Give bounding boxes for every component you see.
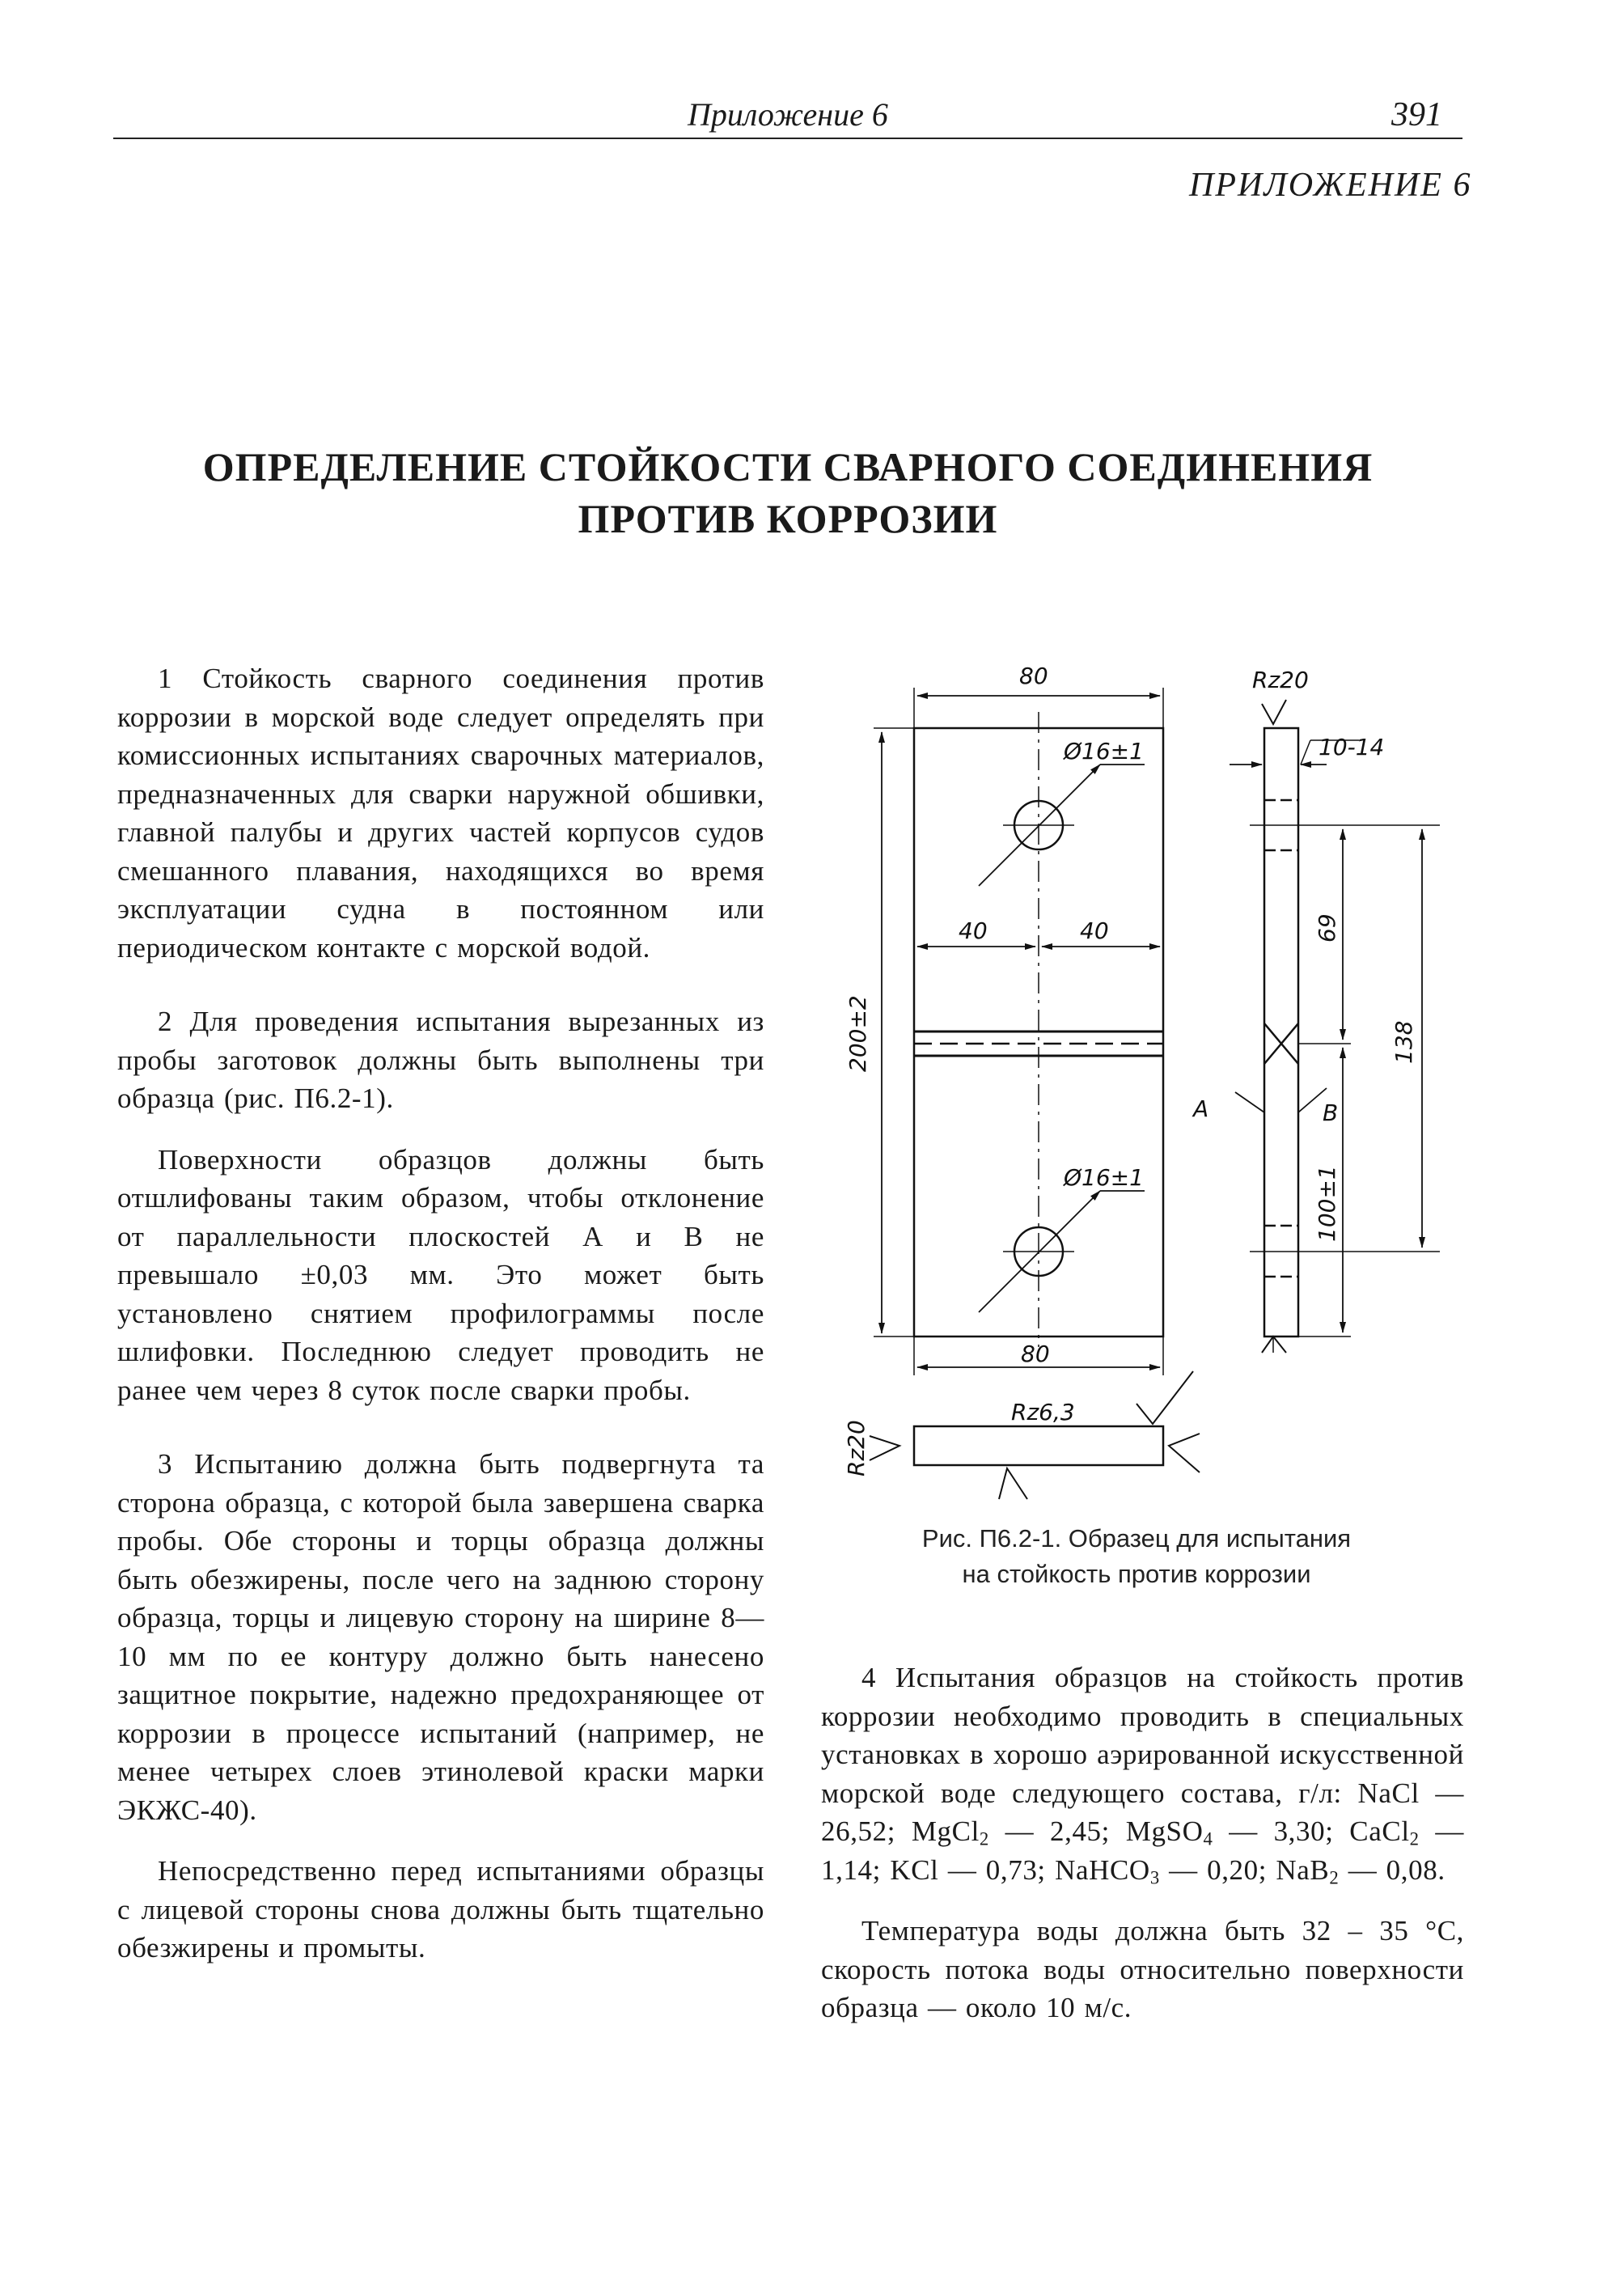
dim-thickness: 10-14 <box>1319 734 1385 760</box>
paragraph-text: Температура воды должна быть 32 – 35 °C, скорость потока воды относительно поверхности образца — около 10 м/с. <box>821 1915 1464 2023</box>
dim-width-top: 80 <box>1019 663 1048 689</box>
main-title-line-2: ПРОТИВ КОРРОЗИИ <box>578 496 998 541</box>
paragraph-text: Стойкость сварного соединения против коррозии в морской воде следует определять при комиссионных испытаниях сварочных материалов, предназначенных для сварки наружной обшивки, главной палубы и других частей корпусов судов смешанного плавания, находящихся во время эксплуатации судна в постоянном или периодическом контакте с морской водой. <box>117 663 764 964</box>
dim-hole-bottom: Ø16±1 <box>1064 1164 1144 1191</box>
appendix-label: ПРИЛОЖЕНИЕ 6 <box>1189 167 1472 204</box>
subscript: 3 <box>1149 1867 1160 1888</box>
figure-caption <box>813 1521 1460 1592</box>
paragraph-number: 1 <box>158 663 173 694</box>
paragraph-number: 4 <box>861 1662 877 1693</box>
subscript: 4 <box>1203 1828 1213 1849</box>
left-column <box>117 659 764 1968</box>
paragraph-7 <box>821 1912 1464 2027</box>
figure-caption-line-1: Рис. П6.2-1. Образец для испытания <box>921 1524 1352 1553</box>
paragraph-text: — 2,45; MgSO <box>988 1815 1204 1847</box>
paragraph-text: — 0,08. <box>1339 1853 1446 1886</box>
dim-rz20-side: Rz20 <box>843 1420 870 1476</box>
specimen-drawing <box>809 659 1462 1517</box>
dim-half-right: 40 <box>1080 917 1109 944</box>
specimen-drawing-svg <box>809 659 1462 1517</box>
dim-hole-top: Ø16±1 <box>1064 738 1144 765</box>
dim-69: 69 <box>1314 913 1340 943</box>
paragraph-1 <box>117 659 764 967</box>
paragraph-text: — 0,20; NaB <box>1159 1853 1330 1886</box>
dim-rz63: Rz6,3 <box>1011 1399 1075 1425</box>
page-number: 391 <box>1391 96 1442 133</box>
paragraph-2 <box>117 1002 764 1118</box>
dim-length: 200±2 <box>844 995 871 1072</box>
header-rule <box>113 138 1462 139</box>
paragraph-3 <box>117 1141 764 1410</box>
figure-caption-line-2: на стойкость против коррозии <box>962 1560 1311 1588</box>
dim-half-left: 40 <box>959 917 988 944</box>
running-title: Приложение 6 <box>688 96 888 133</box>
paragraph-number: 2 <box>158 1006 173 1037</box>
dim-100: 100±1 <box>1314 1165 1340 1242</box>
paragraph-text: Для проведения испытания вырезанных из пробы заготовок должны быть выполнены три образца (рис. П6.2-1). <box>117 1006 764 1114</box>
label-b: В <box>1323 1099 1339 1126</box>
dim-rz20-top: Rz20 <box>1252 667 1309 693</box>
paragraph-6 <box>821 1658 1464 1889</box>
subscript: 2 <box>1409 1828 1420 1849</box>
subscript: 2 <box>979 1828 989 1849</box>
paragraph-number: 3 <box>158 1448 173 1480</box>
paragraph-5 <box>117 1852 764 1968</box>
paragraph-text: Поверхности образцов должны быть отшлифованы таким образом, чтобы отклонение от параллельности плоскостей А и В не превышало ±0,03 мм. Это может быть установлено снятием профилограммы после шлифовки. Последнюю следует проводить не ранее чем через 8 суток после сварки пробы. <box>117 1143 764 1406</box>
paragraph-text: Испытанию должна быть подвергнута та сторона образца, с которой была завершена сварка пробы. Обе стороны и торцы образца должны быть обезжирены, после чего на заднюю сторону образца, торцы и лицевую сторону на ширине 8—10 мм по ее контуру должно быть нанесено защитное покрытие, надежно предохраняющее от коррозии в процессе испытаний (например, не менее четырех слоев этинолевой краски марки ЭКЖС-40). <box>117 1448 764 1826</box>
label-a: А <box>1193 1095 1209 1122</box>
subscript: 2 <box>1329 1867 1340 1888</box>
paragraph-text: Испытания образцов на стойкость против коррозии необходимо проводить в специальных установках в хорошо аэрированной искусственной морской воде следующего состава, г/л: NaCl — 26,52; MgCl <box>821 1662 1464 1847</box>
paragraph-text: — 1,14; KCl — 0,73; NaHCO <box>821 1815 1465 1886</box>
main-title <box>113 441 1462 544</box>
right-column <box>821 1658 1464 2027</box>
plate-end-view <box>914 1426 1163 1465</box>
dim-138: 138 <box>1390 1020 1417 1064</box>
paragraph-4 <box>117 1445 764 1829</box>
paragraph-text: — 3,30; CaCl <box>1213 1815 1410 1847</box>
main-title-line-1: ОПРЕДЕЛЕНИЕ СТОЙКОСТИ СВАРНОГО СОЕДИНЕНИЯ <box>202 444 1374 489</box>
dim-width-bottom: 80 <box>1021 1341 1050 1367</box>
paragraph-text: Непосредственно перед испытаниями образцы с лицевой стороны снова должны быть тщательно обезжирены и промыты. <box>117 1855 764 1963</box>
plate-side-view <box>1264 728 1298 1337</box>
